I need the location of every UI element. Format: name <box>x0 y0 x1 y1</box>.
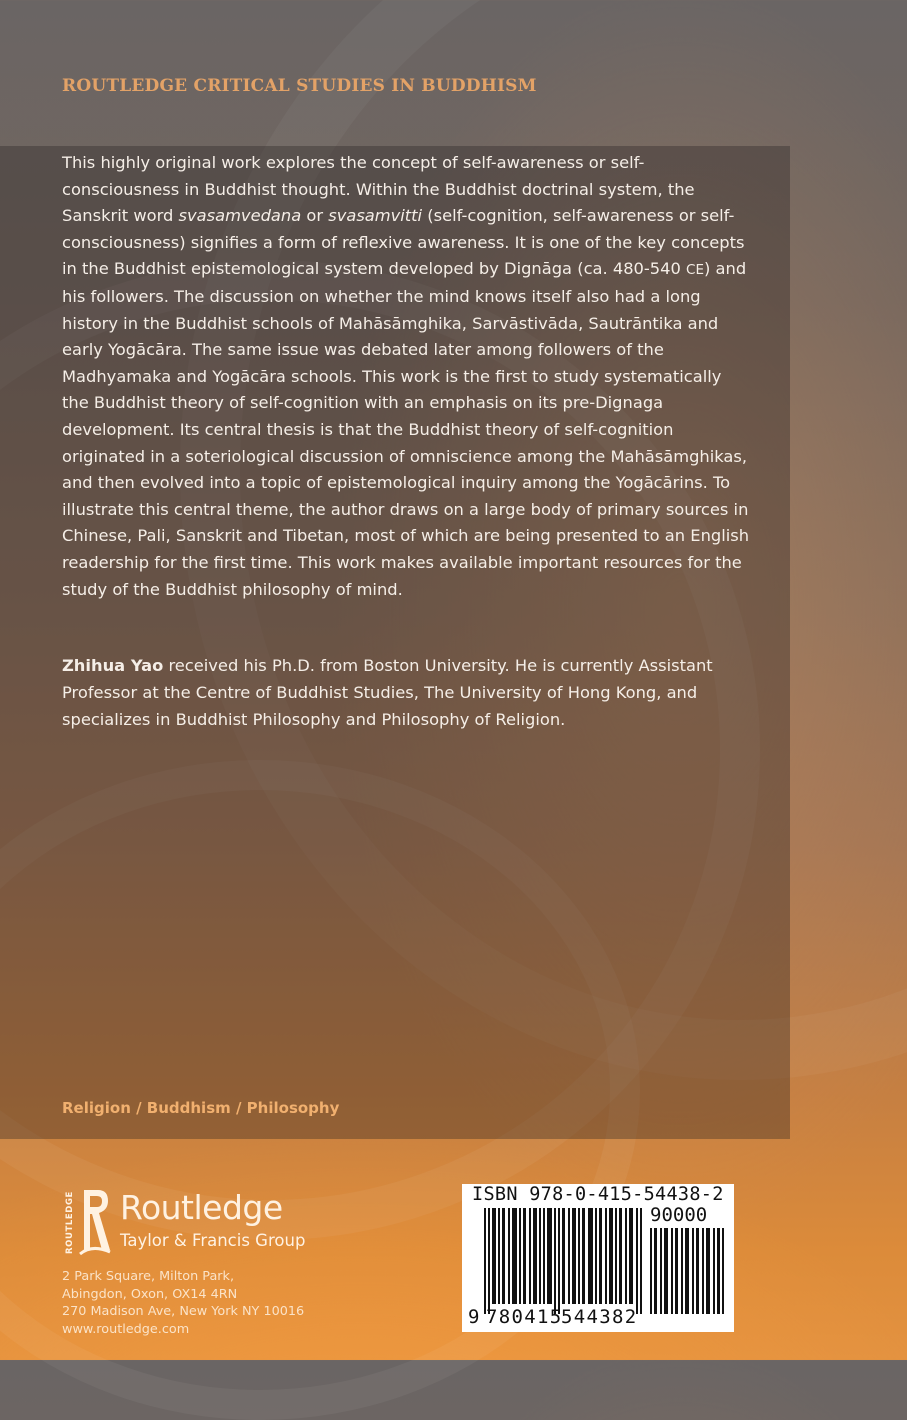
description-text: or <box>301 206 329 226</box>
isbn-text: ISBN 978-0-415-54438-2 <box>472 1184 724 1205</box>
isbn-barcode <box>462 1184 734 1332</box>
author-bio <box>62 652 752 733</box>
address-line: 2 Park Square, Milton Park, <box>62 1269 235 1284</box>
publisher-website: www.routledge.com <box>62 1321 190 1337</box>
era-abbrev: CE <box>686 262 705 279</box>
logo-vertical-label: ROUTLEDGE <box>65 1191 75 1254</box>
author-bio-text: received his Ph.D. from Boston University. He is currently Assistant Professor at the Centre of Buddhist Studies, The University of Hong Kong, and specializes in Buddhist Philosophy and Philosophy of Religion. <box>62 656 713 729</box>
term-svasamvitti: svasamvitti <box>328 206 423 226</box>
author-name: Zhihua Yao <box>62 656 164 675</box>
publisher-group: Taylor & Francis Group <box>120 1231 306 1250</box>
ean-lead-digit: 9 <box>468 1306 480 1328</box>
routledge-mark-icon <box>78 1188 112 1256</box>
series-title: ROUTLEDGE CRITICAL STUDIES IN BUDDHISM <box>62 76 537 96</box>
description-text: ) and his followers. The discussion on whether the mind knows itself also had a long history in the Buddhist schools of Mahāsāmghika, Sarvāstivāda, Sautrāntika and early Yogācāra. The same issue was debated later among followers of the Madhyamaka and Yogācāra schools. This work is the first to study systematically the Buddhist theory of self-cognition with an emphasis on its pre-Dignaga development. Its central thesis is that the Buddhist theory of self-cognition originated in a soteriological discussion of omniscience among the Mahāsāmghikas, and then evolved into a topic of epistemological inquiry among the Yogācārins. To illustrate this central theme, the author draws on a large body of primary sources in Chinese, Pali, Sanskrit and Tibetan, most of which are being presented to an English readership for the first time. This work makes available important resources for the study of the Buddhist philosophy of mind. <box>62 259 750 599</box>
address-line: Abingdon, Oxon, OX14 4RN <box>62 1286 238 1302</box>
book-description <box>62 150 752 603</box>
subject-categories: Religion / Buddhism / Philosophy <box>62 1099 340 1117</box>
publisher-name: Routledge <box>120 1188 283 1227</box>
price-addon-bars <box>650 1228 726 1314</box>
ean-right-digits: 544382 <box>561 1306 638 1328</box>
publisher-address <box>62 1268 304 1338</box>
ean-left-digits: 780415 <box>486 1306 563 1328</box>
ean-barcode-bars <box>484 1208 644 1314</box>
price-code: 90000 <box>650 1204 708 1226</box>
routledge-logo <box>60 1186 310 1258</box>
description-text: (self-cognition, self-awareness or self-consciousness) signifies a form of reflexive awareness. It is one of the key concepts in the Buddhist epistemological system developed by Dignāga (ca. 480-540 <box>62 206 745 279</box>
term-svasamvedana: svasamvedana <box>178 206 302 226</box>
description-text: This highly original work explores the concept of self-awareness or self-consciousness in Buddhist thought. Within the Buddhist doctrinal system, the Sanskrit word <box>62 153 695 226</box>
logo-vertical-text <box>60 1186 76 1256</box>
address-line: 270 Madison Ave, New York NY 10016 <box>62 1304 305 1319</box>
